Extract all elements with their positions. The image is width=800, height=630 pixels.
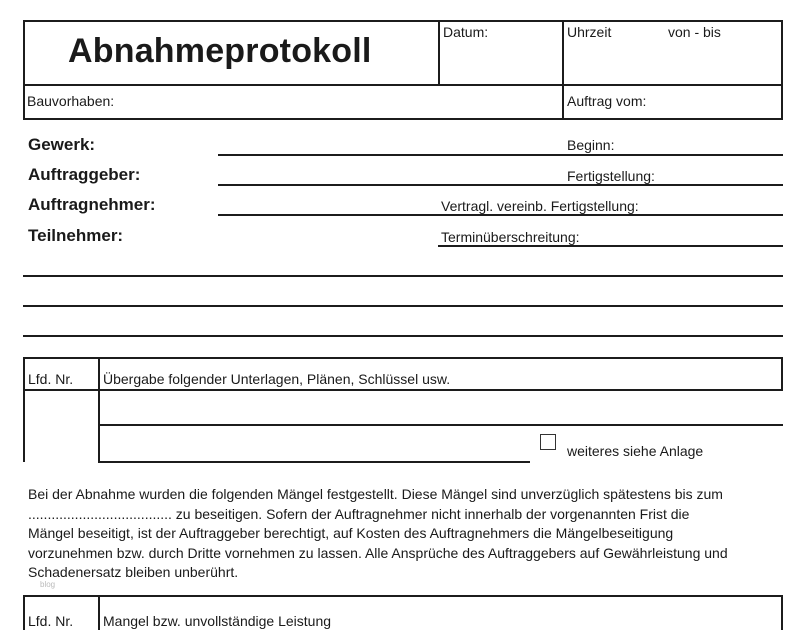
datum-label: Datum: bbox=[443, 24, 489, 40]
auftragnehmer-label: Auftragnehmer: bbox=[28, 195, 156, 214]
unterlagen-left-border bbox=[23, 357, 25, 462]
header-divider bbox=[23, 84, 783, 86]
unterlagen-bottom-line bbox=[98, 461, 530, 463]
header-col-divider-2 bbox=[562, 20, 564, 120]
maengel-lfd-nr-label: Lfd. Nr. bbox=[28, 613, 74, 629]
maengel-left-border bbox=[23, 595, 25, 630]
unterlagen-top-border bbox=[23, 357, 783, 359]
unterlagen-header-bottom bbox=[23, 389, 783, 391]
teilnehmer-line bbox=[438, 245, 783, 247]
anlage-checkbox[interactable] bbox=[540, 434, 556, 450]
notes-line-1 bbox=[23, 275, 783, 277]
anlage-label: weiteres siehe Anlage bbox=[567, 443, 704, 459]
auftraggeber-line bbox=[218, 184, 783, 186]
maengel-right-border bbox=[781, 595, 783, 630]
auftrag-vom-label: Auftrag vom: bbox=[567, 93, 647, 109]
paragraph-line-2: ..................................... zu beseitigen. Sofern der Auftragnehmer nicht innerhalb der vorgenannten Frist die bbox=[28, 505, 690, 522]
unterlagen-right-border bbox=[781, 357, 783, 391]
gewerk-line bbox=[218, 154, 783, 156]
bauvorhaben-label: Bauvorhaben: bbox=[27, 93, 115, 109]
maengel-top-border bbox=[23, 595, 783, 597]
gewerk-label: Gewerk: bbox=[28, 135, 96, 154]
beginn-label: Beginn: bbox=[567, 137, 615, 153]
auftragnehmer-line bbox=[218, 214, 783, 216]
paragraph-line-1: Bei der Abnahme wurden die folgenden Mängel festgestellt. Diese Mängel sind unverzüglich spätestens bis zum bbox=[28, 486, 723, 502]
unterlagen-header-label: Übergabe folgender Unterlagen, Plänen, Schlüssel usw. bbox=[103, 371, 451, 387]
unterlagen-col-divider bbox=[98, 357, 100, 462]
maengel-col-divider bbox=[98, 595, 100, 630]
maengel-header-label: Mangel bzw. unvollständige Leistung bbox=[103, 613, 332, 629]
von-bis-label: von - bis bbox=[668, 24, 721, 40]
teilnehmer-label: Teilnehmer: bbox=[28, 226, 124, 245]
maengel-paragraph bbox=[28, 485, 788, 583]
terminueberschreitung-label: Terminüberschreitung: bbox=[441, 229, 580, 245]
auftraggeber-label: Auftraggeber: bbox=[28, 165, 141, 184]
unterlagen-row-line bbox=[98, 424, 783, 426]
unterlagen-lfd-nr-label: Lfd. Nr. bbox=[28, 371, 74, 387]
notes-line-3 bbox=[23, 335, 783, 337]
fertigstellung-label: Fertigstellung: bbox=[567, 168, 655, 184]
paragraph-line-4: vorzunehmen bzw. durch Dritte vornehmen zu lassen. Alle Ansprüche des Auftraggebers auf Gewährleistung und bbox=[28, 544, 728, 561]
paragraph-line-5: Schadenersatz bleiben unberührt. bbox=[28, 564, 239, 580]
uhrzeit-label: Uhrzeit bbox=[567, 24, 612, 40]
notes-line-2 bbox=[23, 305, 783, 307]
watermark: blog bbox=[40, 580, 56, 589]
header-col-divider-1 bbox=[438, 20, 440, 84]
page-title: Abnahmeprotokoll bbox=[68, 32, 372, 70]
vertragl-fertigstellung-label: Vertragl. vereinb. Fertigstellung: bbox=[441, 198, 639, 214]
paragraph-line-3: Mängel beseitigt, ist der Auftraggeber berechtigt, auf Kosten des Auftragnehmers die Mängelbeseitigung bbox=[28, 525, 674, 541]
